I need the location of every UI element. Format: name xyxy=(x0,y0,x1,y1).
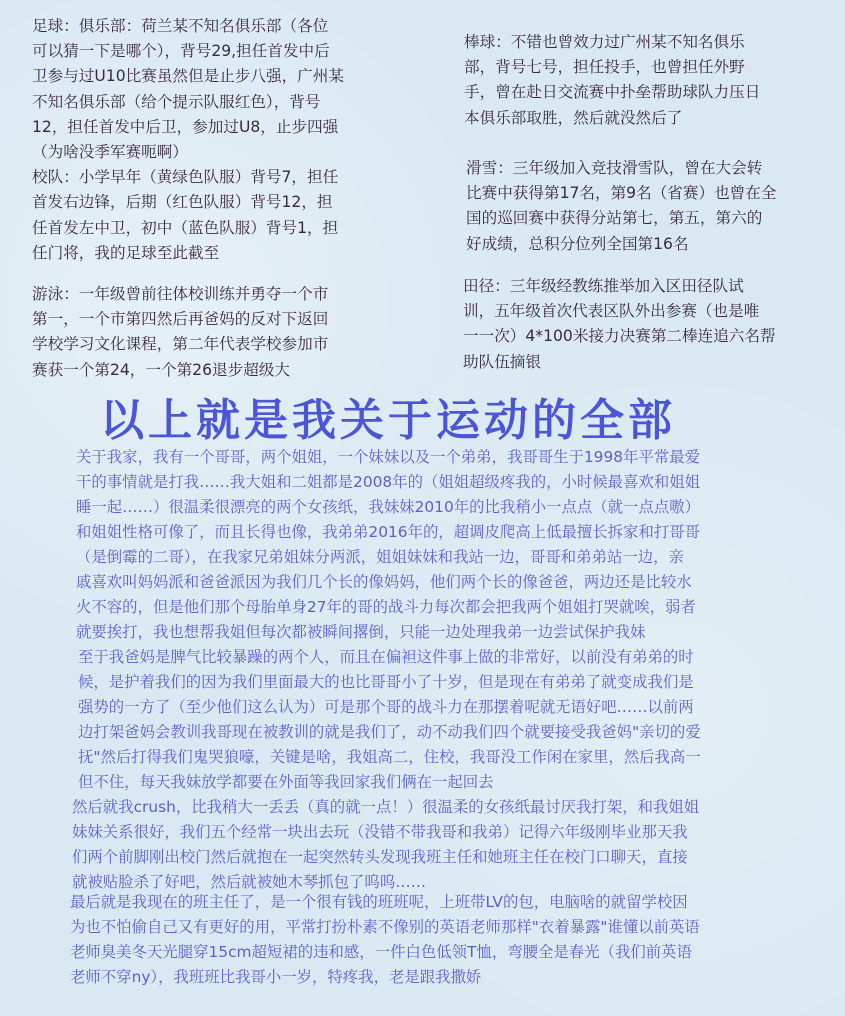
track-section: 田径：三年级经教练推举加入区田径队试 训，五年级首次代表区队外出参赛（也是唯 一一次）4*100米接力决赛第二棒连追六名帮 助队伍摘银 xyxy=(463,277,776,371)
family-paragraph: 关于我家，我有一个哥哥，两个姐姐，一个妹妹以及一个弟弟，我哥哥生于1998年平常最爱 干的事情就是打我……我大姐和二姐都是2008年的（姐姐超级疼我的，小时候最喜欢和姐姐 睡一起……）很温柔很漂亮的两个女孩纸，我妹妹2010年的比我稍小一点点（就一点点嗷） 和姐姐性格可像了，而且长得也像，我弟弟2016年的，超调皮爬高上低最擅长拆家和打哥哥 （是倒霉的二哥），在我家兄弟姐妹分两派，姐姐妹妹和我站一边，哥哥和弟弟站一边，亲 戚喜欢叫妈妈派和爸爸派因为我们几个长的像妈妈，他们两个长的像爸爸，两边还是比较水 火不容的，但是他们那个母胎单身27年的哥的战斗力每次都会把我两个姐姐打哭就唉，弱者 就要挨打，我也想帮我姐但每次都被瞬间撂倒，只能一边处理我弟一边尝试保护我妹 xyxy=(76,448,701,641)
parents-paragraph: 至于我爸妈是脾气比较暴躁的两个人，而且在偏袒这件事上做的非常好，以前没有弟弟的时 候，是护着我们的因为我们里面最大的也比哥哥小了十岁，但是现在有弟弟了就变成我们是 强势的一方了（至少他们这么认为）可是那个哥的战斗力在那摆着呢就无语好吧……以前两 边打架爸妈会教训我哥现在被教训的就是我们了，动不动我们四个就要接受我爸妈"亲切的爱 抚"然后打得我们鬼哭狼嚎，关键是啥，我姐高二，住校，我哥没工作闲在家里，然后我高一 但不住，每天我妹放学都要在外面等我回家我们俩在一起回去 xyxy=(78,648,701,791)
skiing-section: 滑雪：三年级加入竞技滑雪队，曾在大会转 比赛中获得第17名，第9名（省赛）也曾在全 国的巡回赛中获得分站第七，第五，第六的 好成绩，总积分位列全国第16名 xyxy=(466,159,777,253)
crush-paragraph: 然后就我crush，比我稍大一丢丢（真的就一点！）很温柔的女孩纸最讨厌我打架，和我姐姐 妹妹关系很好，我们五个经常一块出去玩（没错不带我哥和我弟）记得六年级刚毕业那天我 们两个前脚刚出校门然后就抱在一起突然转头发现我班主任和她班主任在校门口聊天，直接 就被贴脸杀了好吧，然后就被她木琴抓包了呜呜…… xyxy=(72,798,700,891)
sports-summary-title: 以上就是我关于运动的全部 xyxy=(100,395,676,446)
baseball-section: 棒球：不错也曾效力过广州某不知名俱乐 部，背号七号，担任投手，也曾担任外野 手，曾在赴日交流赛中扑垒帮助球队力压日 本俱乐部取胜，然后就没然后了 xyxy=(464,33,761,127)
football-section: 足球：俱乐部：荷兰某不知名俱乐部（各位 可以猜一下是哪个），背号29,担任首发中后 卫参与过U10比赛虽然但是止步八强，广州某 不知名俱乐部（给个提示队服红色），背号 12，担任首发中后卫，参加过U8，止步四强 （为啥没季军赛呃啊） 校队：小学早年（黄绿色队服）背号7，担任 首发右边锋，后期（红色队服）背号12，担 任首发左中卫，初中（蓝色队服）背号1，担 任门将，我的足球至此截至 xyxy=(32,17,344,262)
swimming-section: 游泳：一年级曾前往体校训练并勇夺一个市 第一，一个市第四然后再爸妈的反对下返回 学校学习文化课程，第二年代表学校参加市 赛获一个第24，一个第26退步超级大 xyxy=(32,285,329,379)
teacher-paragraph: 最后就是我现在的班主任了，是一个很有钱的班班呢，上班带LV的包，电脑啥的就留学校因 为也不怕偷自己又有更好的用，平常打扮朴素不像别的英语老师那样"衣着暴露"谁懂以前英语 老师臭美冬天光腿穿15cm超短裙的违和感，一件白色低领T恤，弯腰全是春光（我们前英语 老师不穿ny），我班班比我哥小一岁，特疼我，老是跟我撒娇 xyxy=(70,893,700,986)
